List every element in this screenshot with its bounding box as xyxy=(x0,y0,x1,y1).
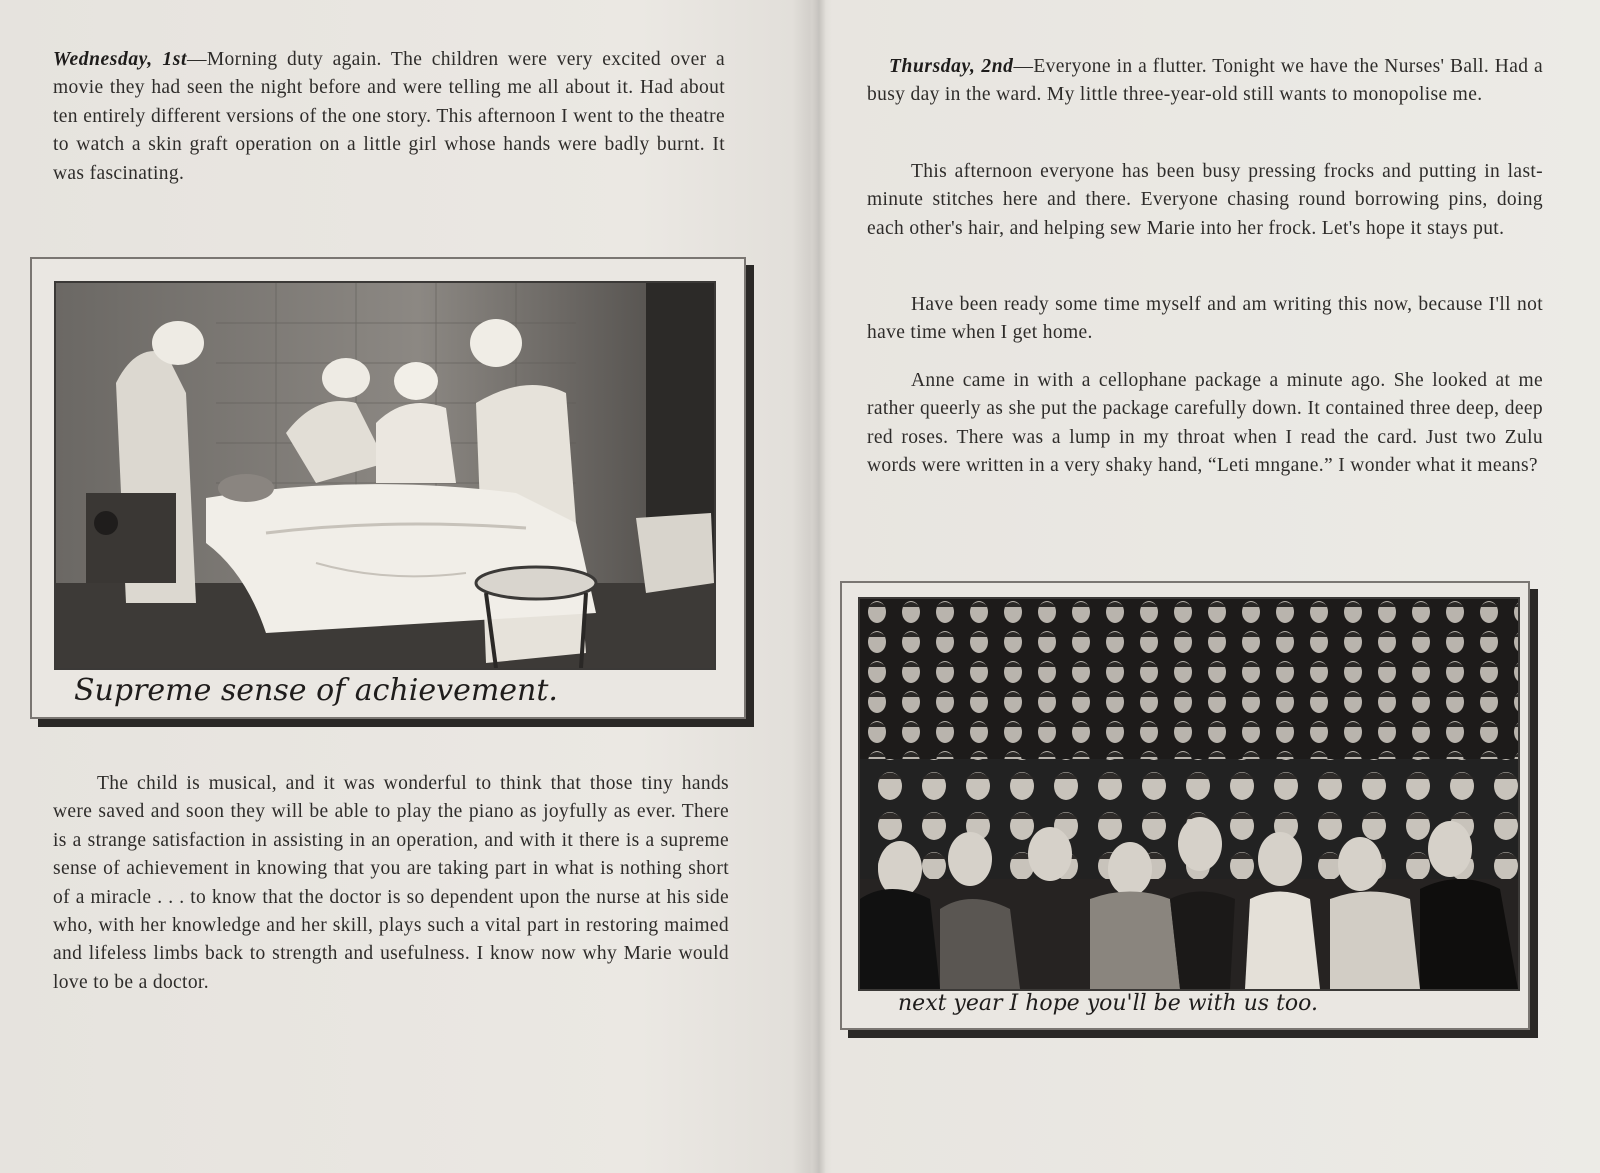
preparation-paragraph: This afternoon everyone has been busy pressing frocks and putting in last-minute stitches here and there. Everyone chasing round borrowing pins, doing each other's hair, and helping sew Marie into her frock. Let's hope it stays put. xyxy=(867,161,1543,239)
operation-scene-image xyxy=(56,283,714,668)
roses-paragraph: Anne came in with a cellophane package a minute ago. She looked at me rather queerly as she put the package carefully down. It contained three deep, deep red roses. There was a lump in my throat when I read the card. Just two Zulu words were written in a very shaky hand, “Leti mngane.” I wonder what it means? xyxy=(867,370,1543,477)
ready-paragraph: Have been ready some time myself and am writing this now, because I'll not have time when I get home. xyxy=(867,294,1543,344)
ball-photo xyxy=(858,597,1520,991)
operation-photo-caption: Supreme sense of achievement. xyxy=(74,673,558,708)
ball-photo-frame xyxy=(840,581,1530,1030)
right-page xyxy=(826,0,1600,1173)
ball-crowd-image xyxy=(860,599,1518,989)
entry-text: —Morning duty again. The children were very excited over a movie they had seen the night before and were telling me all about it. Had about ten entirely different versions of the one story. This afternoon I went to the theatre to watch a skin graft operation on a little girl whose hands were badly burnt. It was fascinating. xyxy=(53,49,725,184)
entry-day-heading: Wednesday, 1st xyxy=(53,49,187,70)
thursday-entry xyxy=(867,53,1543,110)
operation-photo xyxy=(54,281,716,670)
ball-photo-caption: next year I hope you'll be with us too. xyxy=(898,991,1319,1016)
operation-paragraph: The child is musical, and it was wonderful to think that those tiny hands were saved and soon they will be able to play the piano as joyfully as ever. There is a strange satisfaction in assisting in an operation, and with it there is a supreme sense of achievement in knowing that you are taking part in what is nothing short of a miracle . . . to know that the doctor is so dependent upon the nurse at his side who, with her knowledge and her skill, plays such a vital part in restoring maimed and lifeless limbs back to strength and usefulness. I know now why Marie would love to be a doctor. xyxy=(53,773,729,993)
wednesday-entry xyxy=(53,46,725,188)
book-gutter xyxy=(812,0,826,1173)
entry-text: —Everyone in a flutter. Tonight we have the Nurses' Ball. Had a busy day in the ward. My little three-year-old still wants to monopolise me. xyxy=(867,56,1544,106)
operation-photo-frame xyxy=(30,257,746,719)
entry-day-heading: Thursday, 2nd xyxy=(889,56,1014,77)
